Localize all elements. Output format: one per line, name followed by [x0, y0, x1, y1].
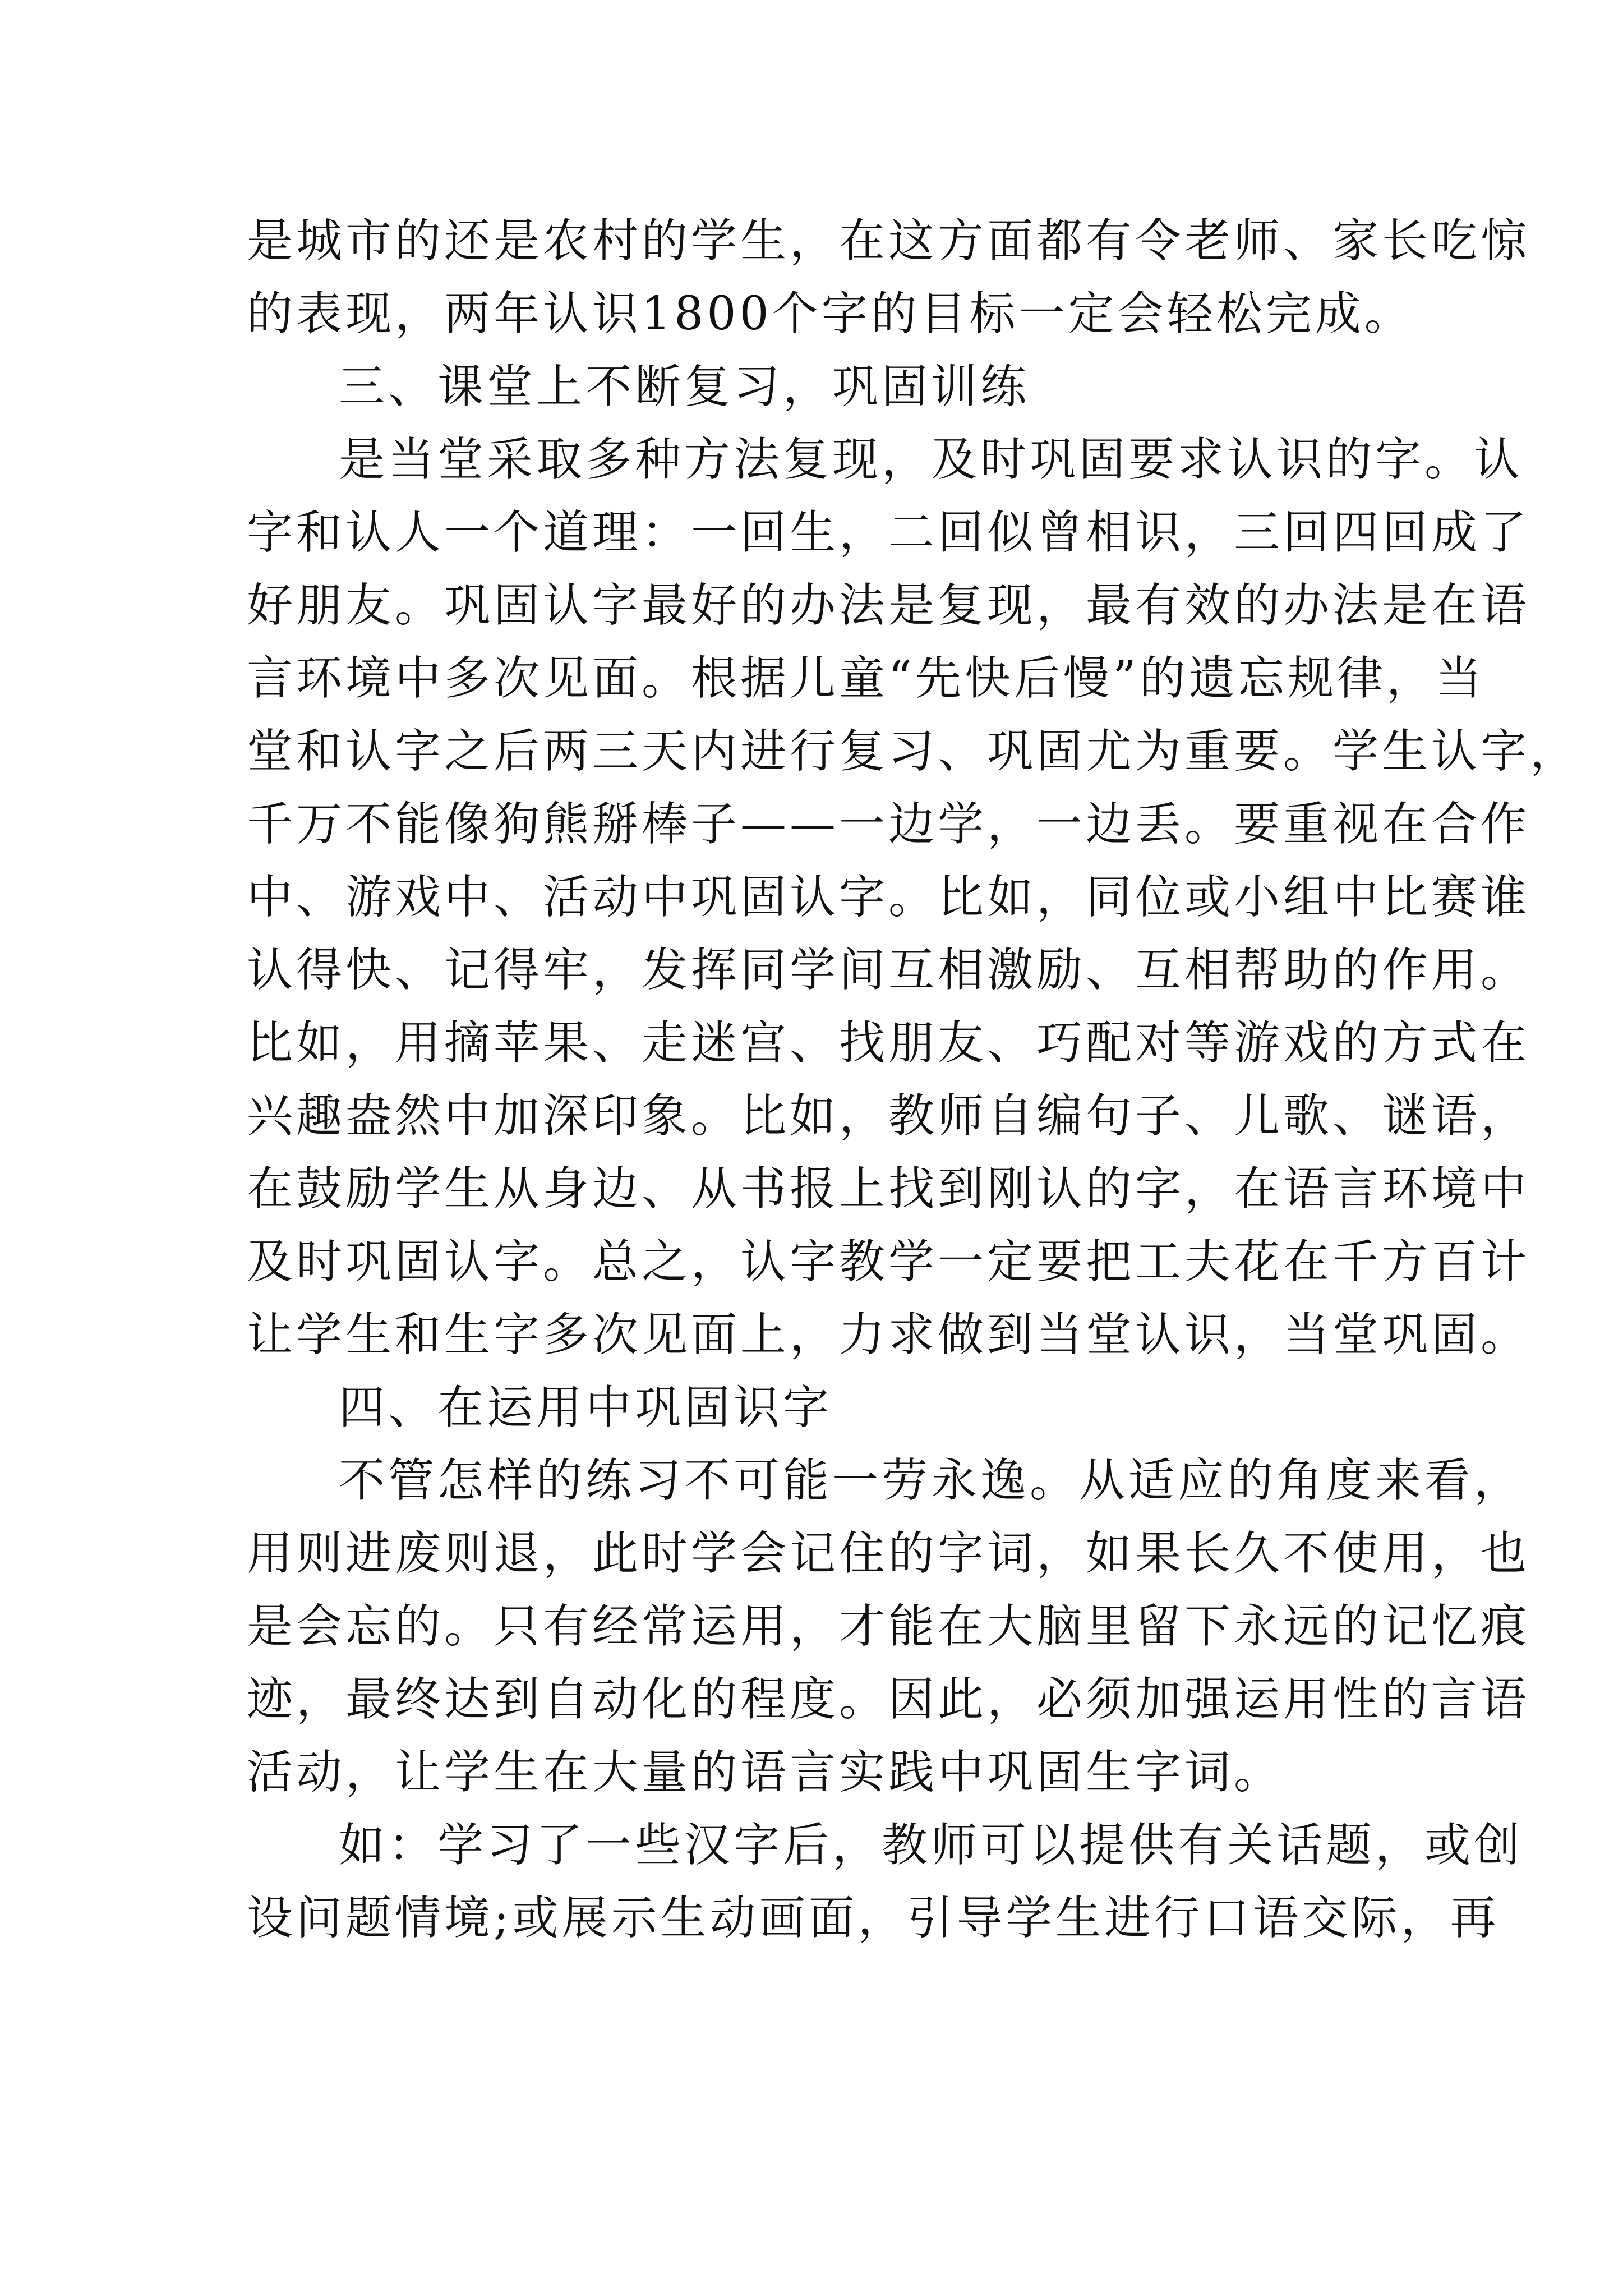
text-line: 是会忘的。只有经常运用，才能在大脑里留下永远的记忆痕 — [247, 1600, 1530, 1653]
text-line: 字和认人一个道理：一回生，二回似曾相识，三回四回成了 — [247, 506, 1530, 559]
text-line: 在鼓励学生从身边、从书报上找到刚认的字，在语言环境中 — [247, 1162, 1530, 1216]
text-line: 言环境中多次见面。根据儿童“先快后慢”的遗忘规律，当 — [247, 652, 1485, 705]
text-line: 的表现，两年认识1800个字的目标一定会轻松完成。 — [247, 287, 1414, 341]
text-line: 及时巩固认字。总之，认字教学一定要把工夫花在千方百计 — [247, 1235, 1530, 1289]
text-line: 如：学习了一些汉字后，教师可以提供有关话题，或创 — [339, 1819, 1524, 1872]
text-line: 堂和认字之后两三天内进行复习、巩固尤为重要。学生认字， — [247, 725, 1580, 778]
section-heading: 四、在运用中巩固识字 — [339, 1381, 833, 1434]
text-line: 中、游戏中、活动中巩固认字。比如，同位或小组中比赛谁 — [247, 871, 1530, 924]
text-line: 用则进废则退，此时学会记住的字词，如果长久不使用，也 — [247, 1527, 1530, 1580]
document-body — [247, 205, 1580, 1955]
text-line: 迹，最终达到自动化的程度。因此，必须加强运用性的言语 — [247, 1673, 1530, 1726]
text-line: 好朋友。巩固认字最好的办法是复现，最有效的办法是在语 — [247, 579, 1530, 632]
text-line: 比如，用摘苹果、走迷宫、找朋友、巧配对等游戏的方式在 — [247, 1016, 1530, 1070]
section-heading: 三、课堂上不断复习，巩固训练 — [339, 360, 1030, 413]
text-line: 不管怎样的练习不可能一劳永逸。从适应的角度来看， — [339, 1454, 1524, 1507]
text-line: 千万不能像狗熊掰棒子——一边学，一边丢。要重视在合作 — [247, 798, 1530, 851]
text-line: 活动，让学生在大量的语言实践中巩固生字词。 — [247, 1746, 1284, 1799]
text-line: 兴趣盎然中加深印象。比如，教师自编句子、儿歌、谜语， — [247, 1089, 1530, 1143]
text-line: 设问题情境;或展示生动画面，引导学生进行口语交际，再 — [247, 1892, 1500, 1945]
text-line: 是城市的还是农村的学生，在这方面都有令老师、家长吃惊 — [247, 214, 1530, 268]
text-line: 是当堂采取多种方法复现，及时巩固要求认识的字。认 — [339, 433, 1524, 486]
text-line: 让学生和生字多次见面上，力求做到当堂认识，当堂巩固。 — [247, 1308, 1530, 1361]
text-line: 认得快、记得牢，发挥同学间互相激励、互相帮助的作用。 — [247, 944, 1530, 997]
